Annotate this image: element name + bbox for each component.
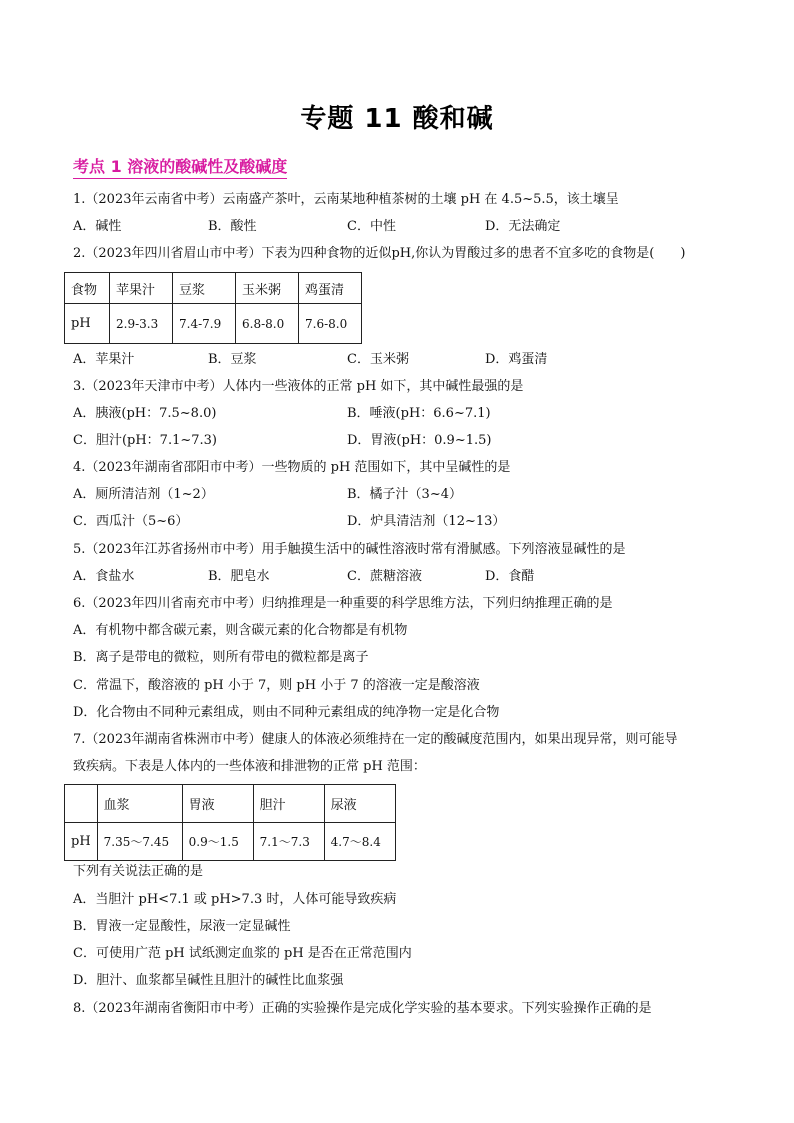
table-row: [65, 785, 396, 823]
question-3-stem: 3.（2023年天津市中考）人体内一些液体的正常 pH 如下，其中碱性最强的是: [73, 379, 524, 394]
q7-table: [64, 784, 396, 861]
table-cell: 2.9-3.3: [110, 304, 173, 344]
table-cell: 4.7～8.4: [324, 823, 395, 861]
q5-option-a: A．食盐水: [73, 569, 135, 584]
q1-option-b: B．酸性: [208, 219, 257, 234]
q7-option-c: C．可使用广范 pH 试纸测定血浆的 pH 是否在正常范围内: [73, 946, 412, 961]
table-cell: 豆浆: [173, 273, 236, 304]
q2-option-d: D．鸡蛋清: [485, 352, 548, 367]
q2-table: [64, 272, 362, 344]
q6-option-a: A．有机物中都含碳元素，则含碳元素的化合物都是有机物: [73, 623, 408, 638]
table-cell: pH: [65, 823, 98, 861]
table-cell: pH: [65, 304, 110, 344]
table-cell: 鸡蛋清: [299, 273, 362, 304]
q3-option-c: C．胆汁(pH：7.1~7.3): [73, 433, 217, 448]
question-5-stem: 5.（2023年江苏省扬州市中考）用手触摸生活中的碱性溶液时常有滑腻感。下列溶液显碱性的是: [73, 542, 626, 557]
table-row: [65, 304, 362, 344]
q5-option-b: B．肥皂水: [208, 569, 270, 584]
table-cell: 尿液: [324, 785, 395, 823]
q2-option-b: B．豆浆: [208, 352, 257, 367]
q6-option-b: B．离子是带电的微粒，则所有带电的微粒都是离子: [73, 650, 369, 665]
table-cell: 7.6-8.0: [299, 304, 362, 344]
table-cell: 7.4-7.9: [173, 304, 236, 344]
table-cell: 食物: [65, 273, 110, 304]
table-cell: 胆汁: [253, 785, 324, 823]
q3-option-d: D．胃液(pH：0.9~1.5): [347, 433, 492, 448]
question-7-stem-cont: 致疾病。下表是人体内的一些体液和排泄物的正常 pH 范围：: [73, 759, 426, 774]
q5-option-c: C．蔗糖溶液: [347, 569, 422, 584]
question-7-stem: 7.（2023年湖南省株洲市中考）健康人的体液必须维持在一定的酸碱度范围内，如果出现异常，则可能导: [73, 732, 678, 747]
table-cell: 0.9～1.5: [182, 823, 253, 861]
q7-option-d: D．胆汁、血浆都呈碱性且胆汁的碱性比血浆强: [73, 973, 344, 988]
table-row: [65, 823, 396, 861]
section-heading: 考点 1 溶液的酸碱性及酸碱度: [73, 154, 287, 179]
table-cell: 血浆: [97, 785, 182, 823]
table-cell: 7.35～7.45: [97, 823, 182, 861]
q4-option-a: A．厕所清洁剂（1~2）: [73, 487, 214, 502]
table-cell: 玉米粥: [236, 273, 299, 304]
q7-option-a: A．当胆汁 pH<7.1 或 pH>7.3 时，人体可能导致疾病: [73, 892, 397, 907]
q1-option-c: C．中性: [347, 219, 396, 234]
q6-option-c: C．常温下，酸溶液的 pH 小于 7，则 pH 小于 7 的溶液一定是酸溶液: [73, 678, 480, 693]
q6-option-d: D．化合物由不同种元素组成，则由不同种元素组成的纯净物一定是化合物: [73, 705, 500, 720]
q5-option-d: D．食醋: [485, 569, 535, 584]
q4-option-c: C．西瓜汁（5~6）: [73, 514, 189, 529]
table-cell: 7.1～7.3: [253, 823, 324, 861]
table-cell: [65, 785, 98, 823]
q2-option-a: A．苹果汁: [73, 352, 135, 367]
table-row: [65, 273, 362, 304]
question-2-stem: 2.（2023年四川省眉山市中考）下表为四种食物的近似pH,你认为胃酸过多的患者不宜多吃的食物是( ): [73, 246, 686, 261]
q4-option-b: B．橘子汁（3~4）: [347, 487, 462, 502]
q1-option-d: D．无法确定: [485, 219, 561, 234]
table-cell: 苹果汁: [110, 273, 173, 304]
table-cell: 6.8-8.0: [236, 304, 299, 344]
q3-option-b: B．唾液(pH：6.6~7.1): [347, 406, 491, 421]
q1-option-a: A．碱性: [73, 219, 122, 234]
q4-option-d: D．炉具清洁剂（12~13）: [347, 514, 506, 529]
q7-option-b: B．胃液一定显酸性，尿液一定显碱性: [73, 919, 291, 934]
q3-option-a: A．胰液(pH：7.5~8.0): [73, 406, 217, 421]
question-6-stem: 6.（2023年四川省南充市中考）归纳推理是一种重要的科学思维方法，下列归纳推理正确的是: [73, 596, 613, 611]
q2-option-c: C．玉米粥: [347, 352, 409, 367]
question-8-stem: 8.（2023年湖南省衡阳市中考）正确的实验操作是完成化学实验的基本要求。下列实验操作正确的是: [73, 1001, 652, 1016]
question-4-stem: 4.（2023年湖南省邵阳市中考）一些物质的 pH 范围如下，其中呈碱性的是: [73, 460, 511, 475]
table-cell: 胃液: [182, 785, 253, 823]
question-1-stem: 1.（2023年云南省中考）云南盛产茶叶，云南某地种植茶树的土壤 pH 在 4.5~5.5，该土壤呈: [73, 192, 619, 207]
q7-follow-text: 下列有关说法正确的是: [73, 864, 204, 879]
page-title: 专题 11 酸和碱: [300, 104, 494, 134]
